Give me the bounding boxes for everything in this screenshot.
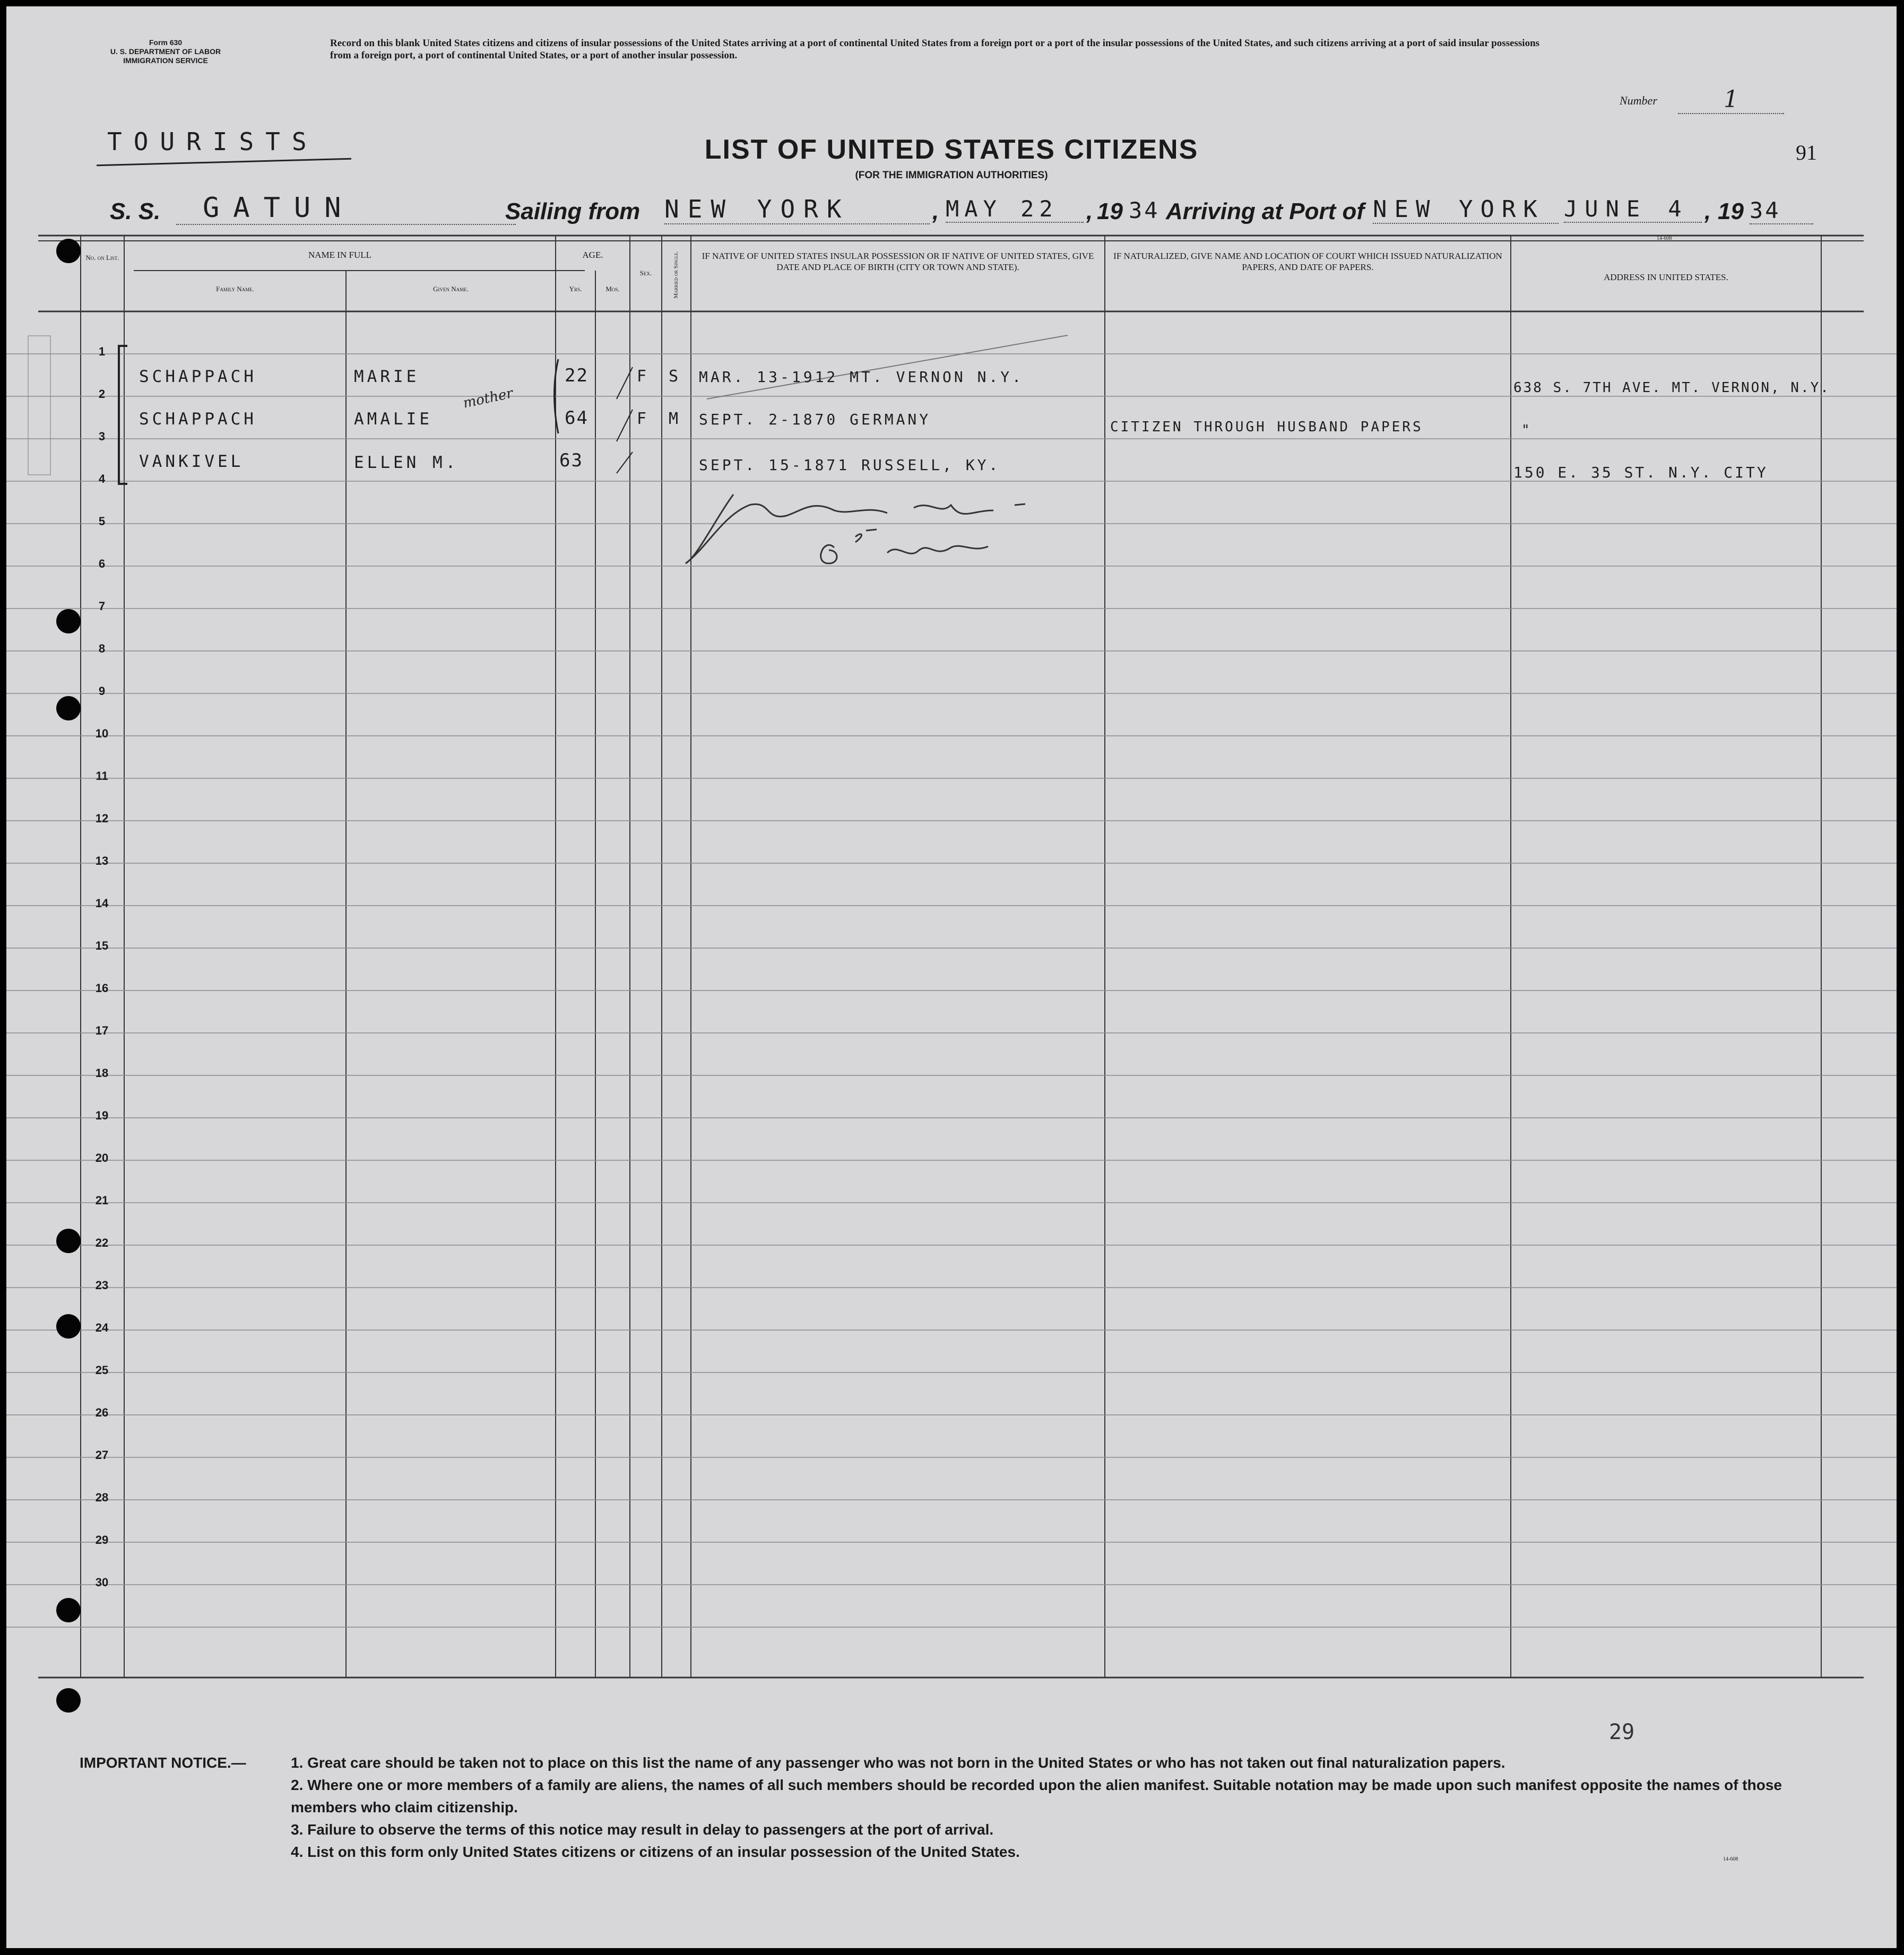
table-grid xyxy=(6,6,1897,1948)
entry-1-sex: F xyxy=(637,367,652,386)
row-number: 14 xyxy=(95,897,109,910)
margin-stamp xyxy=(28,335,51,475)
arriving-port: NEW YORK xyxy=(1373,196,1559,224)
important-notice xyxy=(80,1752,1831,1863)
sailing-year: 34 xyxy=(1129,197,1160,223)
row-number: 20 xyxy=(95,1151,109,1165)
printer-mark-bottom: 14-608 xyxy=(1723,1856,1738,1862)
comma-2: , xyxy=(1086,198,1093,224)
entry-2-given: AMALIE xyxy=(354,410,432,429)
entry-2-address: " xyxy=(1521,422,1535,438)
binder-hole xyxy=(56,1314,81,1339)
row-number: 11 xyxy=(96,769,108,783)
entry-3-yrs: 63 xyxy=(559,450,583,471)
row-number: 16 xyxy=(95,981,109,995)
binder-hole xyxy=(56,239,81,263)
notice-item-2: 2. Where one or more members of a family are aliens, the names of all such members should be recorded upon the alien manifest. Suitable notation may be made upon such manifest opposite the names of those members who claim citizenship. xyxy=(291,1777,1782,1815)
entry-1-given: MARIE xyxy=(354,367,420,386)
col-given-header: Given Name. xyxy=(433,285,469,293)
comma-1: , xyxy=(932,198,939,224)
notice-item-3: 3. Failure to observe the terms of this notice may result in delay to passengers at the port of arrival. xyxy=(291,1821,994,1838)
col-yrs-header: Yrs. xyxy=(569,285,582,293)
entry-2-sex: F xyxy=(637,410,652,428)
row-number: 25 xyxy=(95,1363,109,1377)
row-number-list xyxy=(83,345,120,1618)
service-name: IMMIGRATION SERVICE xyxy=(123,56,208,65)
row-number: 18 xyxy=(95,1066,109,1080)
row-number: 7 xyxy=(98,599,106,613)
sailing-date: MAY 22 xyxy=(946,196,1084,223)
row-number: 6 xyxy=(98,557,106,570)
binder-hole xyxy=(56,609,81,633)
printer-mark-top: 14-608 xyxy=(1657,236,1672,241)
tourists-annotation: TOURISTS xyxy=(107,127,318,156)
col-sex-header: Sex. xyxy=(639,269,652,277)
row-number: 22 xyxy=(95,1236,109,1249)
list-number: 1 xyxy=(1678,86,1784,114)
col-mos-header: Mos. xyxy=(605,285,620,293)
notice-item-4: 4. List on this form only United States citizens or citizens of an insular possession of the United States. xyxy=(291,1844,1020,1860)
manifest-sheet xyxy=(6,6,1897,1948)
arriving-year-prefix: 19 xyxy=(1718,198,1744,224)
row-number: 4 xyxy=(98,472,106,485)
ship-name: GATUN xyxy=(176,192,516,225)
binder-hole xyxy=(56,1688,81,1713)
page-number: 91 xyxy=(1796,141,1817,164)
entry-2-naturalization: CITIZEN THROUGH HUSBAND PAPERS xyxy=(1110,419,1423,435)
entry-3-address: 150 E. 35 ST. N.Y. CITY xyxy=(1513,464,1768,481)
row-number: 19 xyxy=(95,1109,109,1122)
binder-hole xyxy=(56,1229,81,1253)
entry-1-address: 638 S. 7TH AVE. MT. VERNON, N.Y. xyxy=(1513,380,1830,396)
entry-3-family: VANKIVEL xyxy=(139,452,244,471)
entry-3-given: ELLEN M. xyxy=(354,453,459,472)
col-native-header: IF NATIVE OF UNITED STATES INSULAR POSSESSION OR IF NATIVE OF UNITED STATES, GIVE DATE AND PLACE OF BIRTH (CITY OR TOWN AND STATE). xyxy=(702,251,1094,272)
row-number: 5 xyxy=(98,515,106,528)
arriving-date: JUNE 4 xyxy=(1564,196,1702,223)
binder-hole xyxy=(56,1598,81,1622)
row-number: 1 xyxy=(98,345,106,358)
entry-2-yrs: 64 xyxy=(565,407,588,429)
row-number: 26 xyxy=(95,1406,109,1419)
row-number: 3 xyxy=(98,430,106,443)
row-number: 8 xyxy=(98,642,106,655)
entry-1-birth: MAR. 13-1912 MT. VERNON N.Y. xyxy=(699,368,1024,386)
row-number: 13 xyxy=(95,854,109,867)
stamp-number: 29 xyxy=(1609,1720,1635,1744)
row-number: 12 xyxy=(95,812,109,825)
ss-label: S. S. xyxy=(110,198,161,224)
entry-2-note: mother xyxy=(461,385,515,412)
col-age-header: AGE. xyxy=(582,250,603,260)
row-number: 10 xyxy=(95,727,109,740)
row-number: 30 xyxy=(95,1576,109,1589)
row-number: 29 xyxy=(95,1533,109,1546)
col-no-header: No. on List. xyxy=(85,254,119,262)
col-address-header: ADDRESS IN UNITED STATES. xyxy=(1604,272,1728,282)
row-number: 23 xyxy=(95,1279,109,1292)
inspector-signature xyxy=(675,484,1153,579)
arriving-label: Arriving at Port of xyxy=(1166,198,1365,224)
record-instructions: Record on this blank United States citizens and citizens of insular possessions of the United States arriving at a port of continental United States from a foreign port or a port of the insular possessions of the United States, and such citizens arriving at a port of said insular possessions from a foreign port, a port of continental United States, or a port of another insular possession. xyxy=(330,38,1540,61)
row-number: 28 xyxy=(95,1491,109,1504)
entry-3-birth: SEPT. 15-1871 RUSSELL, KY. xyxy=(699,456,1001,474)
notice-heading: IMPORTANT NOTICE.— xyxy=(80,1754,246,1771)
row-number: 27 xyxy=(95,1448,109,1462)
col-name-header: NAME IN FULL xyxy=(308,250,371,260)
row-number: 2 xyxy=(98,387,106,401)
department-name: U. S. DEPARTMENT OF LABOR xyxy=(110,47,221,56)
arriving-year: 34 xyxy=(1750,197,1813,224)
entry-1-family: SCHAPPACH xyxy=(139,367,257,386)
col-married-header: Married or Single. xyxy=(673,251,679,299)
row-number: 17 xyxy=(95,1024,109,1037)
row-number: 21 xyxy=(95,1194,109,1207)
page-subtitle: (FOR THE IMMIGRATION AUTHORITIES) xyxy=(855,170,1048,181)
entry-2-status: M xyxy=(669,410,684,428)
row-number: 9 xyxy=(98,684,106,698)
number-label: Number xyxy=(1620,94,1657,107)
entry-2-birth: SEPT. 2-1870 GERMANY xyxy=(699,411,931,428)
col-family-header: Family Name. xyxy=(216,285,254,293)
entry-2-family: SCHAPPACH xyxy=(139,410,257,429)
row-number: 15 xyxy=(95,939,109,952)
entry-1-yrs: 22 xyxy=(565,365,588,386)
col-naturalized-header: IF NATURALIZED, GIVE NAME AND LOCATION OF COURT WHICH ISSUED NATURALIZATION PAPERS, AND DATE OF PAPERS. xyxy=(1113,251,1502,272)
sailing-year-prefix: 19 xyxy=(1097,198,1123,224)
notice-item-1: 1. Great care should be taken not to place on this list the name of any passenger who was not born in the United States or who has not taken out final naturalization papers. xyxy=(291,1754,1505,1771)
sailing-from-port: NEW YORK xyxy=(664,195,930,224)
form-number: Form 630 xyxy=(149,38,183,47)
entry-1-status: S xyxy=(669,367,684,386)
comma-3: , xyxy=(1704,198,1711,224)
sailing-from-label: Sailing from xyxy=(505,198,641,224)
row-number: 24 xyxy=(95,1321,109,1334)
binder-hole xyxy=(56,696,81,720)
page-title: LIST OF UNITED STATES CITIZENS xyxy=(704,134,1199,165)
